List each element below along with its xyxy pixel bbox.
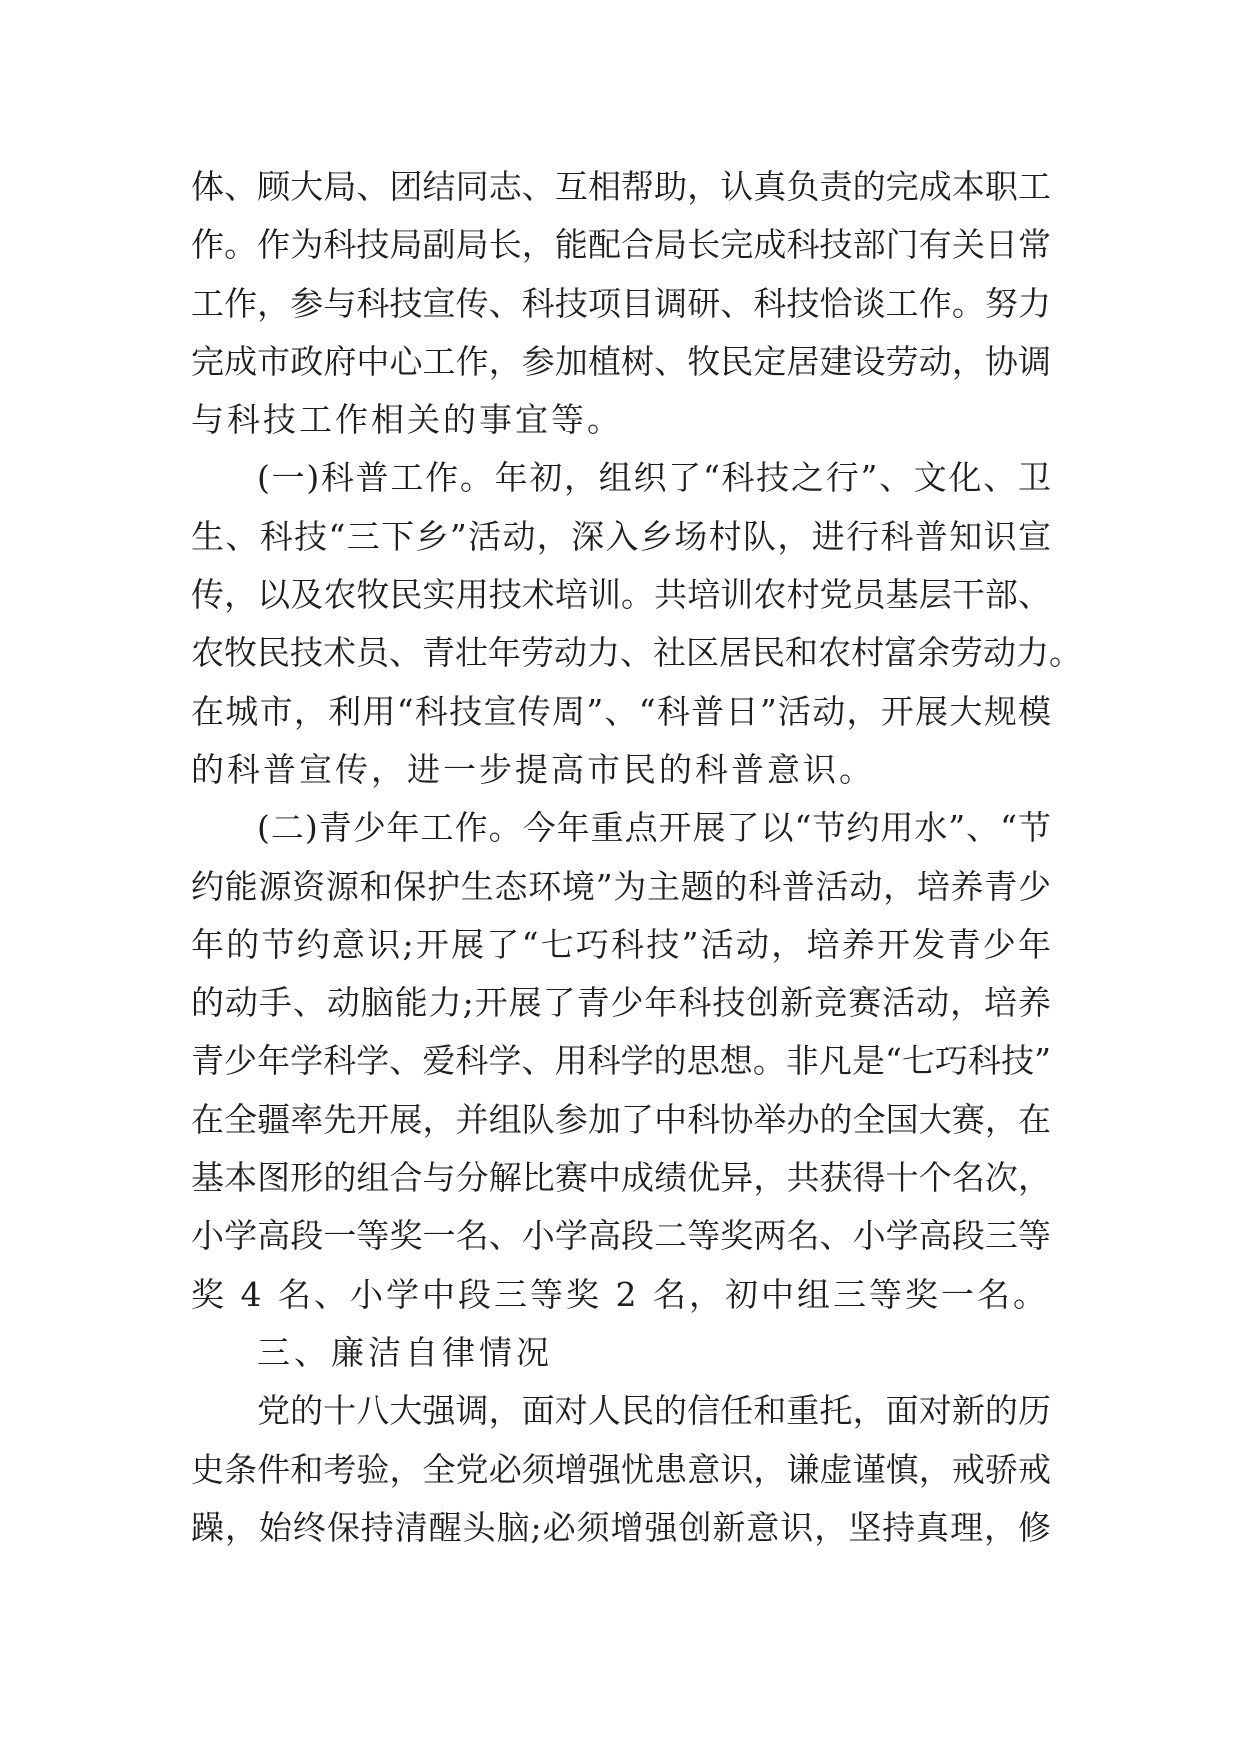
text-line: 工作，参与科技宣传、科技项目调研、科技恰谈工作。努力	[191, 283, 1051, 323]
text-line: 的动手、动脑能力;开展了青少年科技创新竞赛活动，培养	[191, 983, 1051, 1023]
text-line: 小学高段一等奖一名、小学高段二等奖两名、小学高段三等	[191, 1216, 1051, 1256]
text-line: 的科普宣传，进一步提高市民的科普意识。	[191, 749, 875, 789]
text-line: 农牧民技术员、青壮年劳动力、社区居民和农村富余劳动力。	[191, 633, 1082, 673]
paragraph-first-line: (一)科普工作。年初，组织了“科技之行”、文化、卫	[257, 458, 1051, 498]
text-line: 约能源资源和保护生态环境”为主题的科普活动，培养青少	[191, 866, 1051, 906]
text-line: 青少年学科学、爱科学、用科学的思想。非凡是“七巧科技”	[191, 1041, 1051, 1081]
text-line: 完成市政府中心工作，参加植树、牧民定居建设劳动，协调	[191, 341, 1051, 381]
text-line: 躁，始终保持清醒头脑;必须增强创新意识，坚持真理，修	[191, 1507, 1051, 1547]
text-line: 史条件和考验，全党必须增强忧患意识，谦虚谨慎，戒骄戒	[191, 1449, 1051, 1489]
document-body	[191, 158, 1082, 1557]
paragraph-first-line: 党的十八大强调，面对人民的信任和重托，面对新的历	[257, 1391, 1051, 1431]
text-line: 与科技工作相关的事宜等。	[191, 400, 623, 440]
paragraph-first-line: (二)青少年工作。今年重点开展了以“节约用水”、“节	[257, 808, 1051, 848]
text-line: 奖 4 名、小学中段三等奖 2 名，初中组三等奖一名。	[191, 1274, 1049, 1314]
text-line: 年的节约意识;开展了“七巧科技”活动，培养开发青少年	[191, 924, 1051, 964]
text-line: 在城市，利用“科技宣传周”、“科普日”活动，开展大规模	[191, 691, 1051, 731]
section-heading: 三、廉洁自律情况	[257, 1332, 553, 1372]
text-line: 生、科技“三下乡”活动，深入乡场村队，进行科普知识宣	[191, 516, 1051, 556]
text-line: 基本图形的组合与分解比赛中成绩优异，共获得十个名次，	[191, 1158, 1051, 1198]
text-line: 在全疆率先开展，并组队参加了中科协举办的全国大赛，在	[191, 1099, 1051, 1139]
text-line: 作。作为科技局副局长，能配合局长完成科技部门有关日常	[191, 225, 1051, 265]
text-line: 体、顾大局、团结同志、互相帮助，认真负责的完成本职工	[191, 167, 1051, 206]
text-line: 传，以及农牧民实用技术培训。共培训农村党员基层干部、	[191, 575, 1051, 615]
